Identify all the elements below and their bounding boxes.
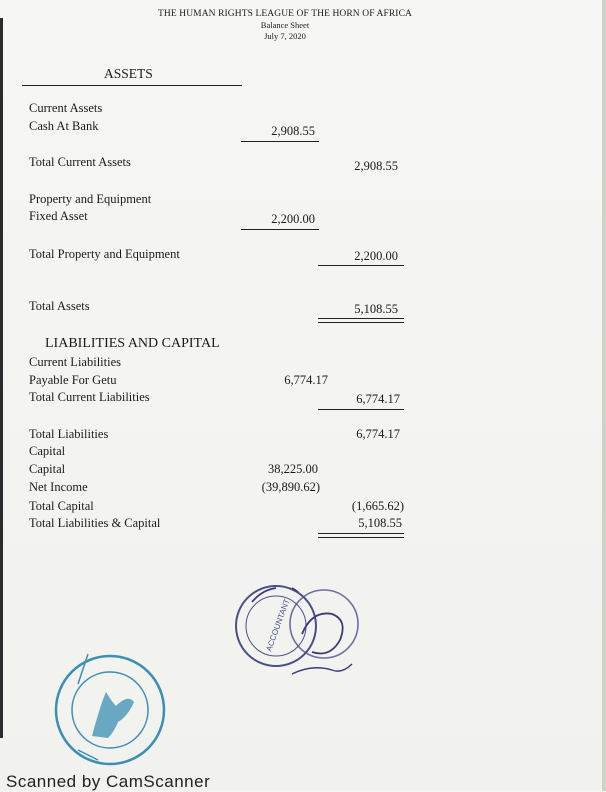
document-header xyxy=(150,9,420,41)
scanner-watermark: Scanned by CamScanner xyxy=(6,772,211,791)
net-income-label: Net Income xyxy=(29,480,88,494)
cash-at-bank-label: Cash At Bank xyxy=(29,119,99,133)
cash-at-bank-value: 2,908.55 xyxy=(271,124,315,138)
organization-seal-icon xyxy=(48,646,180,766)
accountant-seal-icon xyxy=(232,574,372,694)
total-liabilities-value: 6,774.17 xyxy=(356,427,400,441)
cash-underline xyxy=(241,141,319,142)
capital-value: 38,225.00 xyxy=(268,462,318,476)
current-liabilities-label: Current Liabilities xyxy=(29,355,121,369)
total-assets-value: 5,108.55 xyxy=(354,302,398,316)
fixed-asset-label: Fixed Asset xyxy=(29,209,88,223)
assets-heading-rule xyxy=(22,85,242,86)
svg-text:ACCOUNTANT: ACCOUNTANT xyxy=(264,597,292,653)
report-title: Balance Sheet xyxy=(260,20,310,30)
liabilities-capital-heading: LIABILITIES AND CAPITAL xyxy=(45,336,220,351)
scan-edge-left xyxy=(0,18,3,738)
total-liabilities-capital-double-underline xyxy=(318,533,404,538)
report-date: July 7, 2020 xyxy=(264,31,306,41)
total-pe-label: Total Property and Equipment xyxy=(29,247,180,261)
capital-label: Capital xyxy=(29,462,66,476)
total-current-liabilities-label: Total Current Liabilities xyxy=(29,390,150,404)
organization-name: THE HUMAN RIGHTS LEAGUE OF THE HORN OF AFRICA xyxy=(158,9,412,19)
total-current-liabilities-underline xyxy=(318,409,404,410)
total-assets-label: Total Assets xyxy=(29,299,90,313)
payable-label: Payable For Getu xyxy=(29,373,117,387)
payable-value: 6,774.17 xyxy=(284,373,328,387)
scan-edge-right xyxy=(602,0,606,791)
property-equipment-label: Property and Equipment xyxy=(29,192,152,206)
total-current-assets-value: 2,908.55 xyxy=(354,159,398,173)
capital-heading: Capital xyxy=(29,444,66,458)
fixed-asset-underline xyxy=(241,229,319,230)
assets-heading: ASSETS xyxy=(104,66,153,81)
total-assets-double-underline xyxy=(318,318,404,323)
net-income-value: (39,890.62) xyxy=(261,480,320,494)
total-current-liabilities-value: 6,774.17 xyxy=(356,392,400,406)
total-liabilities-label: Total Liabilities xyxy=(29,427,109,441)
total-capital-label: Total Capital xyxy=(29,499,94,513)
total-current-assets-label: Total Current Assets xyxy=(29,155,131,169)
current-assets-label: Current Assets xyxy=(29,101,103,115)
total-liabilities-capital-label: Total Liabilities & Capital xyxy=(29,516,161,530)
total-pe-value: 2,200.00 xyxy=(354,249,398,263)
total-pe-underline xyxy=(318,265,404,266)
fixed-asset-value: 2,200.00 xyxy=(271,212,315,226)
total-capital-value: (1,665.62) xyxy=(351,499,404,513)
total-liabilities-capital-value: 5,108.55 xyxy=(358,516,402,530)
